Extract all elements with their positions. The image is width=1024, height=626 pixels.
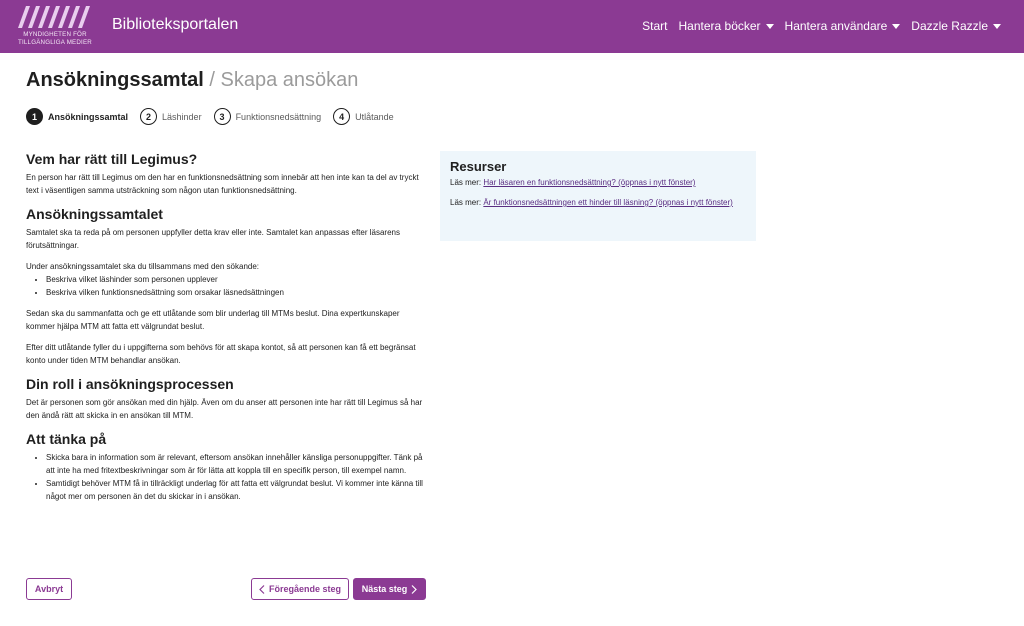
caret-down-icon (993, 24, 1001, 29)
page-title (26, 69, 358, 92)
step-label: Ansökningssamtal (48, 111, 129, 122)
nav-user-menu[interactable] (911, 19, 1001, 33)
step-number: 3 (214, 108, 231, 125)
list-item: • Beskriva vilket läshinder som personen upplever (46, 273, 426, 286)
mtm-logo-icon (14, 4, 96, 30)
chevron-right-icon (411, 585, 417, 594)
resource-prefix: Läs mer: (450, 198, 484, 207)
previous-step-label: Föregående steg (268, 584, 342, 594)
bullet-list (46, 451, 426, 503)
resource-item (450, 197, 746, 209)
main-nav (642, 19, 1001, 33)
caret-down-icon (892, 24, 900, 29)
step-number: 1 (26, 108, 43, 125)
resource-link-hinder-lasning[interactable]: Är funktionsnedsättningen ett hinder till läsning? (öppnas i nytt fönster) (483, 198, 733, 207)
nav-start[interactable] (642, 19, 667, 33)
next-step-button[interactable] (353, 578, 426, 600)
step-lashinder (140, 108, 202, 125)
list-item: • Skicka bara in information som är relevant, eftersom ansökan innehåller känsliga personuppgifter. Tänk på att inte ha med fritextbeskrivningar som är för lätta att koppla till en specifik person, till exempel namn. (46, 451, 426, 477)
mtm-logo[interactable] (8, 4, 102, 48)
resource-item (450, 177, 746, 189)
previous-step-button[interactable] (251, 578, 349, 600)
page-title-main: Ansökningssamtal (26, 69, 204, 91)
next-step-label: Nästa steg (361, 584, 408, 594)
progress-stepper (26, 108, 394, 125)
resource-prefix: Läs mer: (450, 178, 484, 187)
step-funktionsnedsattning (214, 108, 322, 125)
section-heading-din-roll: Din roll i ansökningsprocessen (26, 376, 234, 392)
step-number: 2 (140, 108, 157, 125)
page-title-separator: / (209, 69, 215, 91)
logo-text-line2: TILLGÄNGLIGA MEDIER (18, 38, 92, 46)
section-heading-ansokningssamtalet: Ansökningssamtalet (26, 206, 163, 222)
brand-title[interactable]: Biblioteksportalen (112, 16, 239, 33)
section-heading-legimus: Vem har rätt till Legimus? (26, 151, 198, 167)
page-subtitle: Skapa ansökan (220, 69, 359, 91)
nav-hantera-anvandare-label: Hantera användare (784, 19, 888, 33)
list-item: • Beskriva vilken funktionsnedsättning som orsakar läsnedsättningen (46, 286, 426, 299)
info-content (26, 150, 426, 511)
step-label: Utlåtande (355, 111, 394, 122)
top-navbar (0, 0, 1024, 53)
nav-start-label: Start (642, 19, 668, 33)
step-number: 4 (333, 108, 350, 125)
cancel-button[interactable] (26, 578, 72, 600)
step-utlatande (333, 108, 394, 125)
step-label: Läshinder (162, 111, 202, 122)
section-text: Sedan ska du sammanfatta och ge ett utlåtande som blir underlag till MTMs beslut. Dina expertkunskaper kommer hjälpa MTM att fatta ett välgrundat beslut. (26, 309, 400, 331)
nav-hantera-anvandare[interactable] (785, 19, 901, 33)
logo-text-line1: MYNDIGHETEN FÖR (23, 31, 87, 38)
caret-down-icon (766, 24, 774, 29)
step-ansokningssamtal (26, 108, 128, 125)
resource-link-funktionsnedsattning[interactable]: Har läsaren en funktionsnedsättning? (öppnas i nytt fönster) (483, 178, 696, 187)
logo-text (8, 31, 102, 46)
nav-hantera-bocker[interactable] (679, 19, 774, 33)
nav-user-menu-label: Dazzle Razzle (911, 19, 988, 33)
section-text: Under ansökningssamtalet ska du tillsammans med den sökande: (26, 262, 260, 271)
section-heading-att-tanka-pa: Att tänka på (26, 431, 107, 447)
list-item: • Samtidigt behöver MTM få in tillräckligt underlag för att fatta ett välgrundat beslut. Vi kommer inte känna till något mer om personen än det du skickar in i ansökan. (46, 477, 426, 503)
section-text: Samtalet ska ta reda på om personen uppfyller detta krav eller inte. Samtalet kan anpassas efter läsarens förutsättningar. (26, 228, 400, 250)
section-text: Efter ditt utlåtande fyller du i uppgifterna som behövs för att skapa kontot, så att personen kan få ett begränsat konto under tiden MTM behandlar ansökan. (26, 343, 416, 365)
bullet-list (46, 273, 426, 299)
section-text: En person har rätt till Legimus om den har en funktionsnedsättning som innebär att hen inte kan ta del av tryckt text i väsentligen samma utsträckning som någon utan funktionsnedsättning. (26, 173, 419, 195)
resources-heading: Resurser (450, 159, 507, 174)
resources-panel (440, 151, 756, 241)
step-label: Funktionsnedsättning (235, 111, 322, 122)
cancel-button-label: Avbryt (34, 584, 64, 594)
chevron-left-icon (259, 585, 265, 594)
section-text: Det är personen som gör ansökan med din hjälp. Även om du anser att personen inte har rätt till Legimus så har den ändå rätt att skicka in en ansökan till MTM. (26, 398, 423, 420)
nav-hantera-bocker-label: Hantera böcker (678, 19, 761, 33)
